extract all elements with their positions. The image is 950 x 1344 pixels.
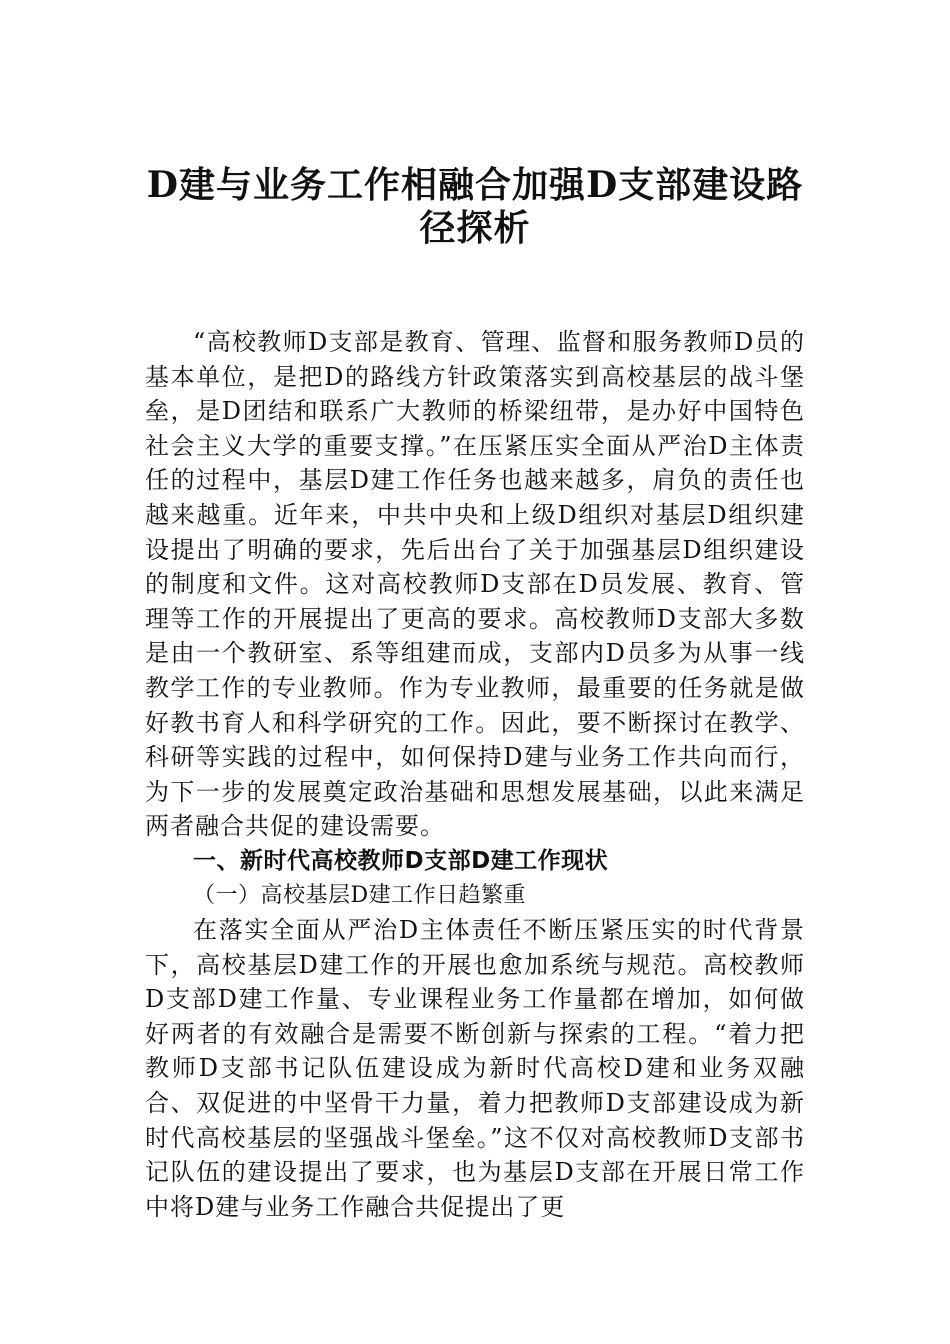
subsection-heading: （一）高校基层D建工作日趋繁重 [193, 882, 527, 908]
document-body [145, 325, 805, 1224]
intro-paragraph: “高校教师D支部是教育、管理、监督和服务教师D员的基本单位，是把D的路线方针政策落实到高校基层的战斗堡垒，是D团结和联系广大教师的桥梁纽带，是办好中国特色社会主义大学的重要支撑。”在压紧压实全面从严治D主体责任的过程中，基层D建工作任务也越来越多，肩负的责任也越来越重。近年来，中共中央和上级D组织对基层D组织建设提出了明确的要求，先后出台了关于加强基层D组织建设的制度和文件。这对高校教师D支部在D员发展、教育、管理等工作的开展提出了更高的要求。高校教师D支部大多数是由一个教研室、系等组建而成，支部内D员多为从事一线教学工作的专业教师。作为专业教师，最重要的任务就是做好教书育人和科学研究的工作。因此，要不断探讨在教学、科研等实践的过程中，如何保持D建与业务工作共向而行，为下一步的发展奠定政治基础和思想发展基础，以此来满足两者融合共促的建设需要。 [145, 328, 805, 841]
section-heading: 一、新时代高校教师D支部D建工作现状 [193, 847, 609, 874]
document-title-line-1: D建与业务工作相融合加强D支部建设路 [146, 164, 804, 206]
document-title-line-2: 径探析 [419, 207, 531, 249]
section-paragraph: 在落实全面从严治D主体责任不断压紧压实的时代背景下，高校基层D建工作的开展也愈加系统与规范。高校教师D支部D建工作量、专业课程业务工作量都在增加，如何做好两者的有效融合是需要不断创新与探索的工程。“着力把教师D支部书记队伍建设成为新时代高校D建和业务双融合、双促进的中坚骨干力量，着力把教师D支部建设成为新时代高校基层的坚强战斗堡垒。”这不仅对高校教师D支部书记队伍的建设提出了要求，也为基层D支部在开展日常工作中将D建与业务工作融合共促提出了更 [145, 916, 805, 1221]
